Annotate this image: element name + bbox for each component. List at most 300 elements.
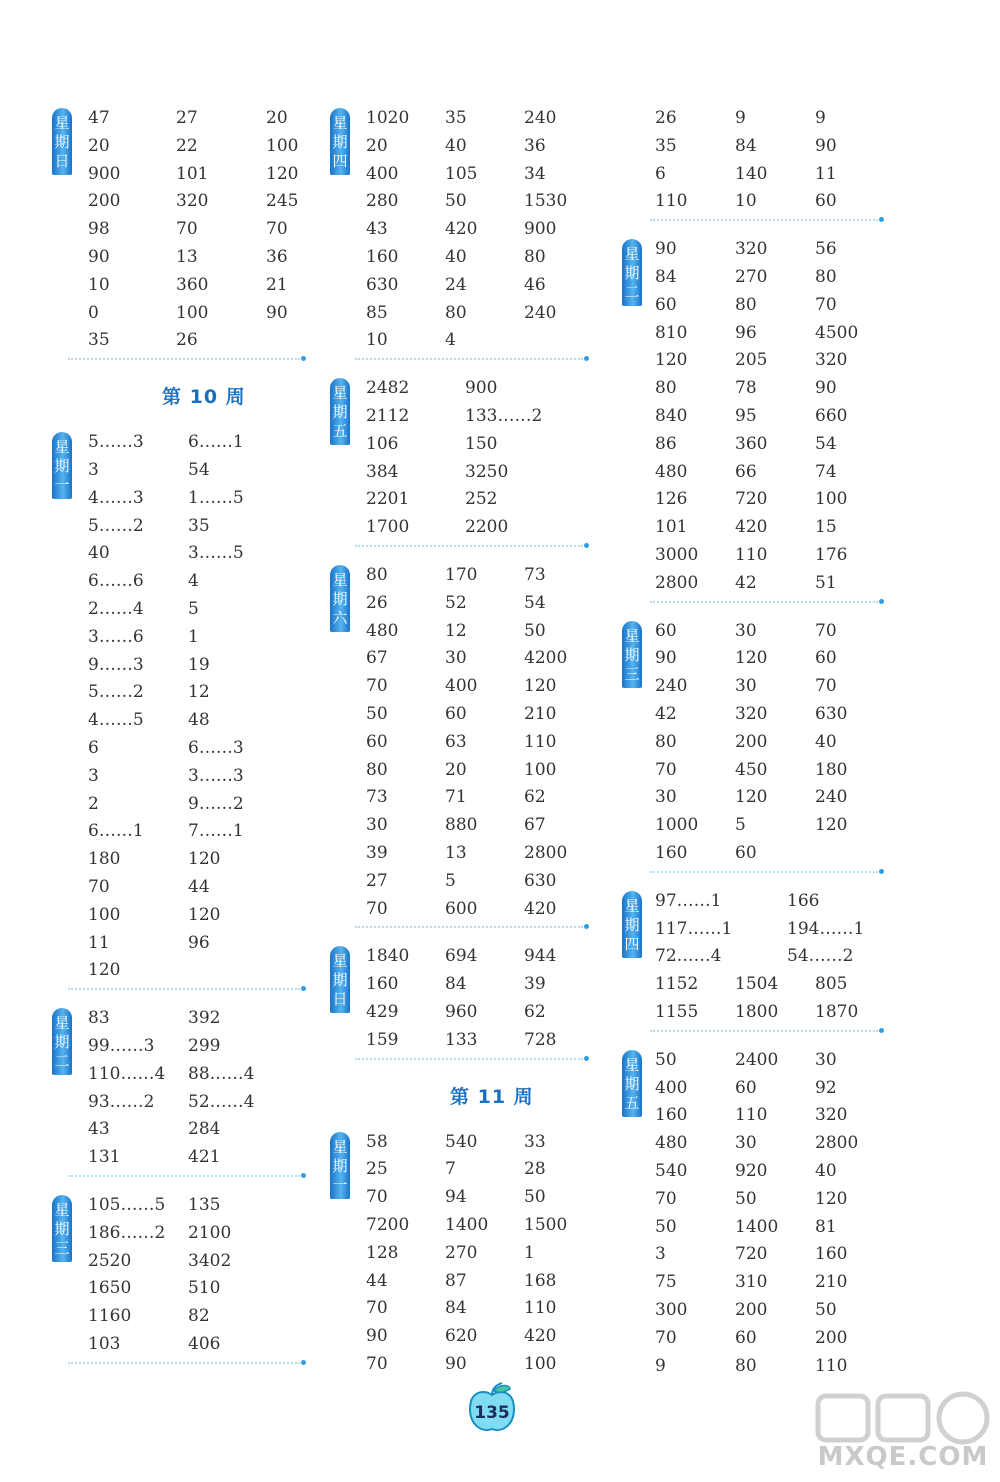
- answer-cell: 10: [366, 330, 388, 351]
- answer-cell: 63: [445, 731, 467, 752]
- answer-cell: 170: [445, 565, 478, 585]
- answer-cell: 4: [188, 571, 199, 592]
- answer-cell: 84: [445, 974, 467, 995]
- answer-cell: 50: [655, 1049, 677, 1070]
- answer-cell: 140: [735, 163, 768, 184]
- answer-cell: 400: [655, 1077, 688, 1098]
- answer-cell: 168: [524, 1270, 557, 1291]
- answer-cell: 805: [815, 974, 848, 995]
- answer-cell: 48: [188, 710, 210, 731]
- answer-cell: 43: [88, 1119, 110, 1140]
- answer-cell: 9: [655, 1355, 666, 1376]
- answer-cell: 120: [524, 676, 557, 697]
- answer-cell: 1160: [88, 1306, 132, 1327]
- section-divider: [68, 988, 300, 990]
- answer-cell: 94: [445, 1187, 467, 1208]
- answer-cell: 3……6: [88, 626, 144, 647]
- answer-cell: 100: [176, 302, 209, 323]
- answer-cell: 99……3: [88, 1036, 155, 1056]
- answer-cell: 110: [655, 191, 688, 212]
- weekday-label: 星期三: [54, 1201, 70, 1257]
- answer-cell: 1800: [735, 1002, 779, 1022]
- answer-cell: 30: [735, 1133, 757, 1154]
- answer-cell: 70: [176, 219, 198, 240]
- answer-cell: 30: [815, 1049, 837, 1070]
- answer-cell: 160: [655, 843, 688, 863]
- answer-cell: 90: [88, 247, 110, 267]
- answer-cell: 133: [445, 1029, 478, 1050]
- answer-cell: 70: [88, 877, 110, 897]
- answer-cell: 630: [366, 274, 399, 295]
- answer-cell: 96: [735, 322, 757, 343]
- answer-cell: 80: [655, 731, 677, 752]
- weekday-label: 星期一: [332, 1137, 348, 1194]
- answer-cell: 83: [88, 1008, 110, 1029]
- answer-cell: 120: [188, 904, 221, 925]
- divider-dot-icon: [301, 1360, 306, 1365]
- answer-cell: 630: [524, 870, 557, 891]
- answer-cell: 120: [735, 787, 768, 808]
- answer-cell: 90: [655, 648, 677, 669]
- answer-cell: 52……4: [188, 1091, 255, 1112]
- answer-cell: 4: [445, 330, 456, 351]
- answer-cell: 70: [266, 219, 288, 240]
- answer-cell: 60: [735, 843, 757, 863]
- answer-cell: 3250: [465, 461, 509, 482]
- answer-cell: 70: [366, 898, 388, 919]
- answer-cell: 60: [655, 620, 677, 641]
- answer-cell: 80: [366, 759, 388, 780]
- answer-cell: 93……2: [88, 1091, 155, 1112]
- answer-cell: 9……2: [188, 793, 244, 814]
- answer-cell: 2400: [735, 1049, 779, 1070]
- answer-cell: 12: [188, 682, 210, 703]
- answer-cell: 252: [465, 489, 498, 510]
- answer-cell: 540: [655, 1161, 688, 1181]
- answer-cell: 60: [655, 294, 677, 315]
- answer-cell: 40: [815, 1161, 837, 1181]
- answer-cell: 900: [524, 219, 557, 240]
- answer-cell: 103: [88, 1334, 121, 1354]
- answer-cell: 70: [366, 1187, 388, 1208]
- answer-cell: 420: [524, 1326, 557, 1347]
- answer-cell: 600: [445, 898, 478, 919]
- answer-cell: 186……2: [88, 1222, 166, 1243]
- answer-cell: 120: [88, 960, 121, 981]
- weekday-label: 星期二: [54, 1014, 70, 1071]
- answer-cell: 40: [445, 247, 467, 267]
- answer-cell: 900: [88, 163, 121, 184]
- answer-cell: 78: [735, 378, 757, 399]
- answer-cell: 70: [366, 1298, 388, 1319]
- answer-cell: 46: [524, 274, 546, 295]
- answer-cell: 84: [655, 267, 677, 287]
- answer-cell: 117……1: [655, 918, 733, 939]
- answer-cell: 1530: [524, 191, 568, 212]
- answer-cell: 73: [366, 787, 388, 808]
- answer-cell: 131: [88, 1147, 121, 1168]
- answer-cell: 100: [266, 135, 299, 156]
- answer-cell: 7……1: [188, 821, 244, 842]
- answer-cell: 20: [88, 135, 110, 156]
- answer-cell: 54: [815, 433, 837, 454]
- weekday-tab: [622, 239, 642, 306]
- weekday-label: 星期二: [624, 245, 640, 302]
- answer-cell: 320: [815, 1105, 848, 1126]
- answer-cell: 35: [445, 108, 467, 128]
- answer-cell: 90: [815, 135, 837, 156]
- answer-cell: 245: [266, 191, 299, 212]
- answer-cell: 728: [524, 1029, 557, 1050]
- answer-cell: 90: [445, 1354, 467, 1374]
- answer-cell: 60: [735, 1077, 757, 1098]
- answer-cell: 52: [445, 592, 467, 613]
- weekday-label: 星期五: [332, 384, 348, 441]
- answer-cell: 159: [366, 1029, 399, 1050]
- answer-cell: 80: [655, 378, 677, 399]
- answer-cell: 87: [445, 1270, 467, 1291]
- weekday-tab: [330, 108, 350, 175]
- answer-cell: 20: [366, 135, 388, 156]
- answer-cell: 33: [524, 1131, 546, 1152]
- answer-cell: 47: [88, 108, 110, 128]
- weekday-tab: [330, 565, 350, 632]
- answer-cell: 20: [445, 759, 467, 780]
- answer-cell: 880: [445, 815, 478, 836]
- answer-cell: 60: [366, 731, 388, 752]
- answer-cell: 44: [188, 877, 210, 897]
- weekday-label: 星期四: [624, 896, 640, 953]
- answer-cell: 480: [366, 620, 399, 641]
- page-number-badge: [464, 1381, 520, 1435]
- answer-cell: 1155: [655, 1002, 699, 1022]
- answer-cell: 120: [655, 350, 688, 371]
- answer-cell: 694: [445, 946, 478, 967]
- divider-dot-icon: [879, 1028, 884, 1033]
- answer-cell: 21: [266, 274, 288, 295]
- answer-cell: 392: [188, 1008, 221, 1029]
- answer-cell: 25: [366, 1159, 388, 1180]
- answer-cell: 80: [815, 267, 837, 287]
- answer-cell: 84: [445, 1298, 467, 1319]
- answer-cell: 400: [366, 163, 399, 184]
- answer-cell: 10: [735, 191, 757, 212]
- answer-cell: 110: [815, 1355, 848, 1376]
- answer-cell: 35: [88, 330, 110, 351]
- answer-cell: 128: [366, 1242, 399, 1263]
- answer-cell: 90: [266, 302, 288, 323]
- answer-cell: 120: [815, 1188, 848, 1209]
- answer-cell: 81: [815, 1216, 837, 1237]
- answer-cell: 62: [524, 1002, 546, 1022]
- answer-cell: 1650: [88, 1278, 132, 1299]
- divider-dot-icon: [584, 924, 589, 929]
- weekday-tab: [52, 1008, 72, 1075]
- answer-cell: 320: [735, 704, 768, 724]
- answer-cell: 26: [655, 108, 677, 128]
- weekday-tab: [330, 378, 350, 445]
- section-divider: [650, 871, 878, 873]
- answer-cell: 15: [815, 517, 837, 538]
- weekday-tab: [622, 1050, 642, 1117]
- answer-cell: 1500: [524, 1215, 568, 1235]
- answer-cell: 320: [815, 350, 848, 371]
- answer-cell: 39: [524, 974, 546, 995]
- answer-cell: 100: [88, 904, 121, 925]
- answer-cell: 50: [366, 704, 388, 724]
- weekday-tab: [622, 891, 642, 958]
- answer-cell: 720: [735, 1244, 768, 1265]
- answer-cell: 135: [188, 1195, 221, 1215]
- answer-cell: 70: [366, 676, 388, 697]
- answer-cell: 284: [188, 1119, 221, 1140]
- answer-cell: 54……2: [787, 946, 854, 967]
- answer-cell: 1152: [655, 974, 699, 995]
- answer-cell: 420: [445, 219, 478, 240]
- answer-cell: 80: [445, 302, 467, 323]
- answer-cell: 110: [524, 1298, 557, 1319]
- answer-cell: 180: [815, 759, 848, 780]
- answer-cell: 160: [655, 1105, 688, 1126]
- answer-cell: 2800: [524, 843, 568, 863]
- answer-cell: 67: [366, 648, 388, 669]
- answer-cell: 11: [815, 163, 837, 184]
- answer-cell: 42: [735, 572, 757, 593]
- answer-cell: 35: [655, 135, 677, 156]
- answer-cell: 1: [188, 626, 199, 647]
- answer-cell: 3: [655, 1244, 666, 1265]
- answer-cell: 406: [188, 1334, 221, 1354]
- answer-cell: 6……6: [88, 571, 144, 592]
- answer-cell: 360: [176, 274, 209, 295]
- answer-cell: 840: [655, 406, 688, 426]
- answer-cell: 105……5: [88, 1195, 166, 1215]
- answer-cell: 5: [445, 870, 456, 891]
- answer-cell: 80: [524, 247, 546, 267]
- answer-cell: 4……3: [88, 487, 144, 508]
- section-divider: [68, 1362, 300, 1364]
- answer-cell: 5……2: [88, 515, 144, 536]
- answer-cell: 360: [735, 433, 768, 454]
- answer-cell: 51: [815, 572, 837, 593]
- answer-cell: 110……4: [88, 1063, 166, 1084]
- answer-cell: 70: [815, 676, 837, 697]
- weekday-label: 星期六: [332, 571, 348, 627]
- watermark: [808, 1390, 998, 1478]
- answer-cell: 200: [735, 731, 768, 752]
- answer-cell: 96: [188, 932, 210, 953]
- answer-cell: 50: [815, 1300, 837, 1320]
- answer-cell: 19: [188, 654, 210, 675]
- answer-cell: 101: [176, 163, 209, 184]
- section-divider: [650, 1030, 878, 1032]
- answer-cell: 60: [815, 191, 837, 212]
- answer-cell: 30: [445, 648, 467, 669]
- answer-cell: 70: [655, 1327, 677, 1348]
- divider-dot-icon: [584, 356, 589, 361]
- answer-cell: 450: [735, 759, 768, 780]
- answer-cell: 67: [524, 815, 546, 836]
- answer-cell: 240: [524, 108, 557, 128]
- answer-cell: 88……4: [188, 1063, 255, 1084]
- answer-cell: 3000: [655, 545, 699, 565]
- section-divider: [650, 219, 878, 221]
- answer-cell: 120: [735, 648, 768, 669]
- answer-cell: 110: [524, 731, 557, 752]
- divider-dot-icon: [879, 217, 884, 222]
- answer-cell: 630: [815, 704, 848, 724]
- answer-cell: 6……1: [88, 821, 144, 842]
- answer-cell: 2: [88, 793, 99, 814]
- answer-cell: 180: [88, 849, 121, 870]
- answer-cell: 35: [188, 515, 210, 536]
- answer-cell: 39: [366, 843, 388, 863]
- weekday-label: 星期五: [624, 1055, 640, 1112]
- answer-cell: 95: [735, 406, 757, 426]
- answer-cell: 0: [88, 302, 99, 323]
- answer-cell: 1504: [735, 974, 779, 995]
- answer-cell: 30: [735, 620, 757, 641]
- answer-cell: 4……5: [88, 710, 144, 731]
- answer-cell: 97……1: [655, 890, 722, 911]
- answer-cell: 24: [445, 274, 467, 295]
- answer-cell: 26: [176, 330, 198, 351]
- answer-cell: 2800: [815, 1133, 859, 1154]
- answer-cell: 44: [366, 1270, 388, 1291]
- weekday-tab: [622, 621, 642, 688]
- answer-cell: 205: [735, 350, 768, 371]
- answer-cell: 7: [445, 1159, 456, 1180]
- answer-cell: 2520: [88, 1250, 132, 1271]
- answer-cell: 84: [735, 135, 757, 156]
- answer-cell: 900: [465, 378, 498, 399]
- answer-cell: 480: [655, 1133, 688, 1154]
- answer-cell: 26: [366, 592, 388, 613]
- answer-cell: 160: [366, 247, 399, 267]
- answer-cell: 2482: [366, 378, 410, 399]
- answer-cell: 210: [524, 704, 557, 724]
- answer-cell: 30: [655, 787, 677, 808]
- weekday-tab: [52, 108, 72, 175]
- answer-cell: 86: [655, 433, 677, 454]
- answer-cell: 299: [188, 1036, 221, 1056]
- answer-cell: 50: [735, 1188, 757, 1209]
- answer-cell: 150: [465, 433, 498, 454]
- answer-cell: 166: [787, 890, 820, 911]
- answer-cell: 270: [445, 1242, 478, 1263]
- answer-cell: 110: [735, 1105, 768, 1126]
- answer-cell: 90: [366, 1326, 388, 1347]
- answer-cell: 82: [188, 1306, 210, 1327]
- weekday-tab: [52, 432, 72, 499]
- answer-cell: 50: [655, 1216, 677, 1237]
- answer-cell: 40: [445, 135, 467, 156]
- weekday-label: 星期一: [54, 438, 70, 495]
- weekday-label: 星期三: [624, 626, 640, 683]
- answer-cell: 320: [176, 191, 209, 212]
- answer-cell: 1700: [366, 517, 410, 538]
- answer-cell: 98: [88, 219, 110, 240]
- answer-cell: 20: [266, 108, 288, 128]
- weekday-tab: [330, 1132, 350, 1199]
- answer-cell: 280: [366, 191, 399, 212]
- divider-dot-icon: [301, 356, 306, 361]
- answer-cell: 5: [735, 815, 746, 836]
- divider-dot-icon: [879, 869, 884, 874]
- answer-cell: 240: [524, 302, 557, 323]
- watermark-text: MXQE.COM: [817, 1442, 989, 1472]
- weekday-label: 星期日: [54, 114, 70, 170]
- answer-cell: 3: [88, 460, 99, 480]
- answer-cell: 54: [524, 592, 546, 613]
- section-divider: [355, 545, 583, 547]
- answer-cell: 810: [655, 322, 688, 343]
- answer-cell: 30: [366, 815, 388, 836]
- answer-cell: 2200: [465, 517, 509, 538]
- answer-cell: 43: [366, 219, 388, 240]
- watermark-logo-icon: [808, 1390, 998, 1446]
- answer-cell: 12: [445, 620, 467, 641]
- answer-cell: 200: [735, 1300, 768, 1320]
- answer-cell: 160: [815, 1244, 848, 1265]
- answer-cell: 480: [655, 461, 688, 482]
- answer-cell: 3……3: [188, 765, 244, 786]
- answer-cell: 101: [655, 517, 688, 538]
- answer-cell: 2201: [366, 489, 410, 510]
- section-divider: [355, 926, 583, 928]
- answer-cell: 429: [366, 1002, 399, 1022]
- answer-cell: 40: [815, 731, 837, 752]
- answer-cell: 9: [815, 108, 826, 128]
- week-title: 第 11 周: [450, 1085, 534, 1108]
- answer-cell: 5: [188, 599, 199, 619]
- weekday-tab: [52, 1195, 72, 1262]
- divider-dot-icon: [301, 986, 306, 991]
- answer-cell: 30: [735, 676, 757, 697]
- answer-cell: 100: [815, 489, 848, 510]
- answer-cell: 510: [188, 1278, 221, 1299]
- answer-cell: 22: [176, 135, 198, 156]
- answer-cell: 105: [445, 163, 478, 184]
- answer-cell: 320: [735, 239, 768, 260]
- answer-cell: 100: [524, 759, 557, 780]
- answer-cell: 400: [445, 676, 478, 697]
- divider-dot-icon: [879, 599, 884, 604]
- answer-cell: 1……5: [188, 487, 244, 508]
- answer-cell: 176: [815, 545, 848, 565]
- answer-cell: 56: [815, 239, 837, 260]
- answer-cell: 74: [815, 461, 837, 482]
- answer-cell: 240: [655, 676, 688, 697]
- answer-cell: 36: [266, 247, 288, 267]
- answer-cell: 126: [655, 489, 688, 510]
- answer-cell: 540: [445, 1131, 478, 1152]
- answer-cell: 11: [88, 932, 110, 953]
- answer-cell: 1020: [366, 108, 410, 128]
- answer-cell: 944: [524, 946, 557, 967]
- answer-cell: 9……3: [88, 654, 144, 675]
- answer-cell: 3402: [188, 1250, 232, 1271]
- answer-cell: 62: [524, 787, 546, 808]
- answer-cell: 270: [735, 267, 768, 287]
- answer-cell: 6: [88, 738, 99, 758]
- answer-cell: 40: [88, 543, 110, 564]
- section-divider: [68, 358, 300, 360]
- answer-cell: 92: [815, 1077, 837, 1098]
- answer-cell: 60: [815, 648, 837, 669]
- answer-cell: 60: [735, 1327, 757, 1348]
- answer-cell: 13: [176, 247, 198, 267]
